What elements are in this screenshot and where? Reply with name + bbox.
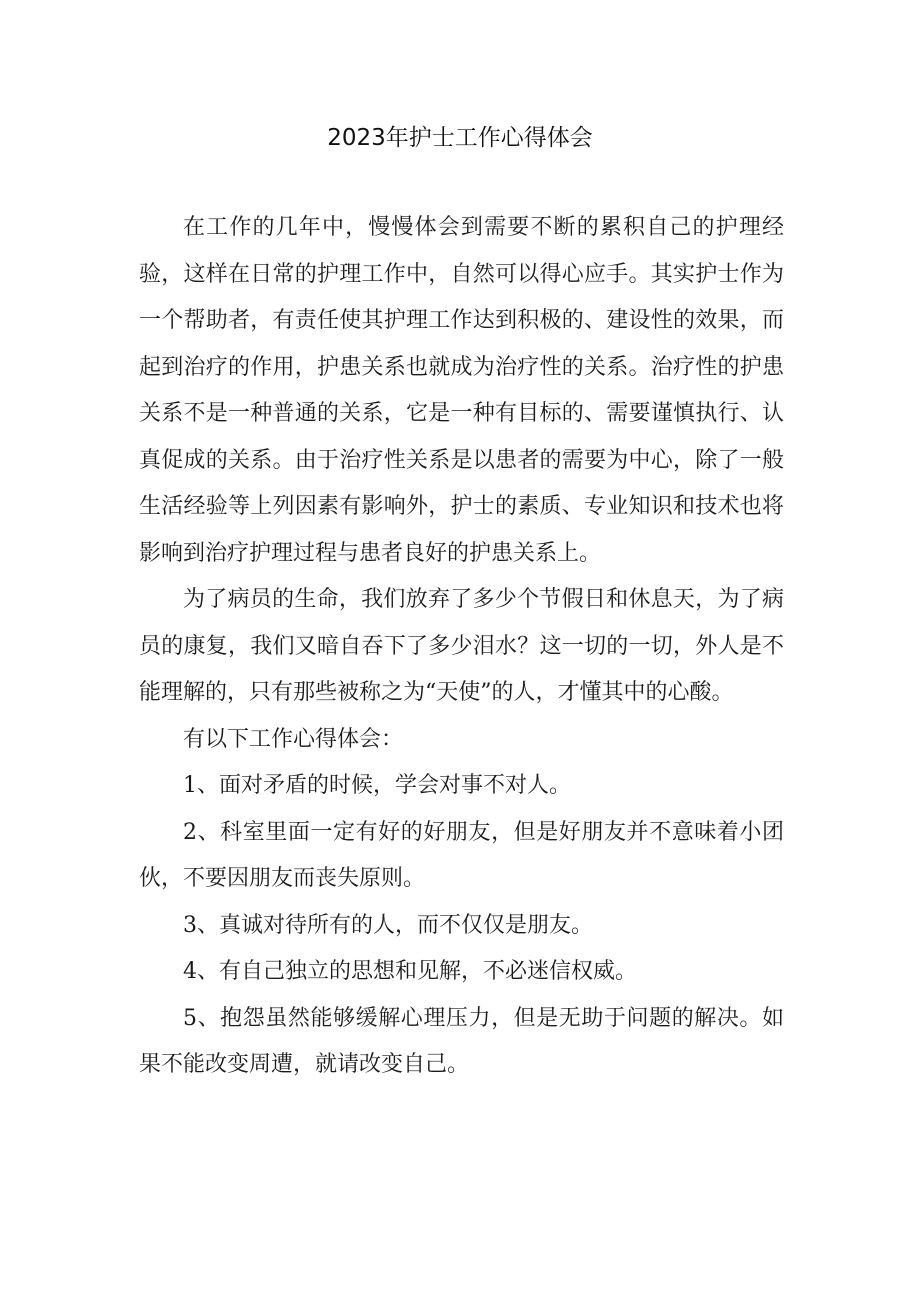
paragraph-sacrifice: 为了病员的生命，我们放弃了多少个节假日和休息天，为了病员的康复，我们又暗自吞下了多少泪水？这一切的一切，外人是不能理解的，只有那些被称之为“天使”的人，才懂其中的心酸。: [139, 587, 784, 705]
paragraph-intro: 在工作的几年中，慢慢体会到需要不断的累积自己的护理经验，这样在日常的护理工作中，自然可以得心应手。其实护士作为一个帮助者，有责任使其护理工作达到积极的、建设性的效果，而起到治疗的作用，护患关系也就成为治疗性的关系。治疗性的护患关系不是一种普通的关系，它是一种有目标的、需要谨慎执行、认真促成的关系。由于治疗性关系是以患者的需要为中心，除了一般生活经验等上列因素有影响外，护士的素质、专业知识和技术也将影响到治疗护理过程与患者良好的护患关系上。: [139, 215, 784, 566]
document-title: 2023年护士工作心得体会: [327, 125, 593, 151]
list-item-1: 1、面对矛盾的时候，学会对事不对人。: [183, 773, 571, 798]
paragraph-list-heading: 有以下工作心得体会：: [183, 726, 404, 752]
list-item-4: 4、有自己独立的思想和见解，不必迷信权威。: [183, 959, 637, 984]
document-body: [139, 205, 784, 1089]
list-item-2: 2、科室里面一定有好的好朋友，但是好朋友并不意味着小团伙，不要因朋友而丧失原则。: [139, 819, 784, 891]
list-item-3: 3、真诚对待所有的人，而不仅仅是朋友。: [183, 912, 593, 938]
list-item-5: 5、抱怨虽然能够缓解心理压力，但是无助于问题的解决。如果不能改变周遭，就请改变自己。: [139, 1005, 784, 1077]
